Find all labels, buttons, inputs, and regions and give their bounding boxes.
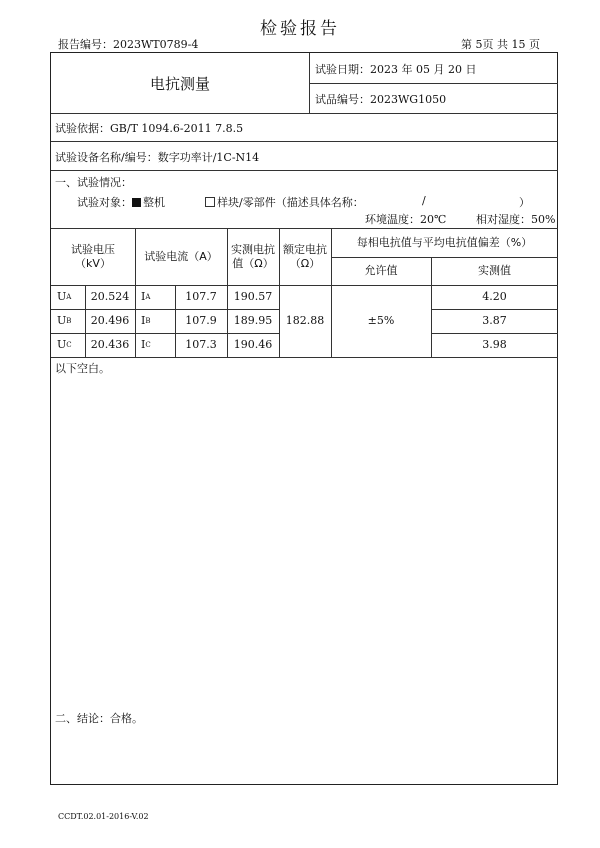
conclusion-label: 二、结论： [55, 712, 110, 725]
phase-current-b: I B [141, 314, 151, 327]
test-date-line [315, 61, 476, 77]
header-deviation: 每相电抗值与平均电抗值偏差（%） [356, 235, 533, 249]
voltage-c: 20.436 [90, 338, 130, 351]
basis-value: GB/T 1094.6-2011 7.8.5 [110, 122, 244, 135]
phase-voltage-a: U A [57, 290, 72, 303]
current-a: 107.7 [185, 290, 217, 303]
header-current: 试验电流（A） [144, 249, 218, 263]
parts-slash: / [422, 194, 426, 207]
blank-note: 以下空白。 [55, 362, 110, 375]
header-rated-reactance: 额定电抗（Ω） [283, 242, 327, 270]
test-date: 2023 年 05 月 20 日 [370, 63, 477, 76]
deviation-b: 3.87 [482, 314, 507, 327]
phase-voltage-b: U B [57, 314, 72, 327]
basis-label: 试验依据： [55, 122, 110, 135]
sample-no-line [315, 91, 446, 107]
unchecked-box-icon [205, 197, 215, 207]
rated-reactance-value: 182.88 [285, 314, 325, 327]
sample-parts-text: 样块/零部件（描述具体名称： [217, 196, 364, 209]
report-frame [50, 52, 558, 785]
object-label: 试验对象： [77, 196, 132, 209]
sample-no: 2023WG1050 [370, 93, 447, 106]
reactance-c: 190.46 [233, 338, 273, 351]
conditions-heading: 一、试验情况： [55, 176, 132, 189]
voltage-a: 20.524 [90, 290, 130, 303]
sample-parts-option [205, 194, 364, 210]
current-c: 107.3 [185, 338, 217, 351]
conclusion-line [55, 710, 143, 726]
reactance-a: 190.57 [233, 290, 273, 303]
equipment-value: 数字功率计/1C-N14 [157, 151, 260, 164]
sample-no-label: 试品编号： [315, 93, 370, 106]
deviation-a: 4.20 [482, 290, 507, 303]
phase-voltage-c: U C [57, 338, 72, 351]
basis-line [55, 120, 243, 136]
allowed-deviation-value: ±5% [367, 314, 395, 327]
equipment-line [55, 149, 259, 165]
checked-box-icon [132, 198, 141, 207]
deviation-c: 3.98 [482, 338, 507, 351]
section-title: 电抗测量 [149, 74, 210, 93]
test-date-label: 试验日期： [315, 63, 370, 76]
footer-document-code: CCDT.02.01-2016-V.02 [58, 812, 149, 821]
header-measured-reactance: 实测电抗值（Ω） [231, 242, 275, 270]
conclusion-value: 合格。 [110, 712, 143, 725]
environment-temperature: 环境温度：20℃ [365, 213, 447, 226]
whole-machine-option: 整机 [143, 196, 165, 209]
page-info: 第 5页 共 15 页 [461, 38, 540, 51]
voltage-b: 20.496 [90, 314, 130, 327]
header-voltage: 试验电压（kV） [71, 242, 115, 270]
report-number: 报告编号：2023WT0789-4 [58, 38, 199, 51]
current-b: 107.9 [185, 314, 217, 327]
document-title: 检验报告 [260, 19, 340, 39]
test-object-line [77, 194, 165, 210]
relative-humidity: 相对湿度：50% [476, 213, 556, 226]
equipment-label: 试验设备名称/编号： [55, 151, 158, 164]
parts-close-paren: ） [519, 196, 530, 209]
header-allowed: 允许值 [364, 264, 398, 277]
phase-current-a: I A [141, 290, 151, 303]
header-measured: 实测值 [478, 264, 511, 277]
phase-current-c: I C [141, 338, 151, 351]
reactance-b: 189.95 [233, 314, 273, 327]
